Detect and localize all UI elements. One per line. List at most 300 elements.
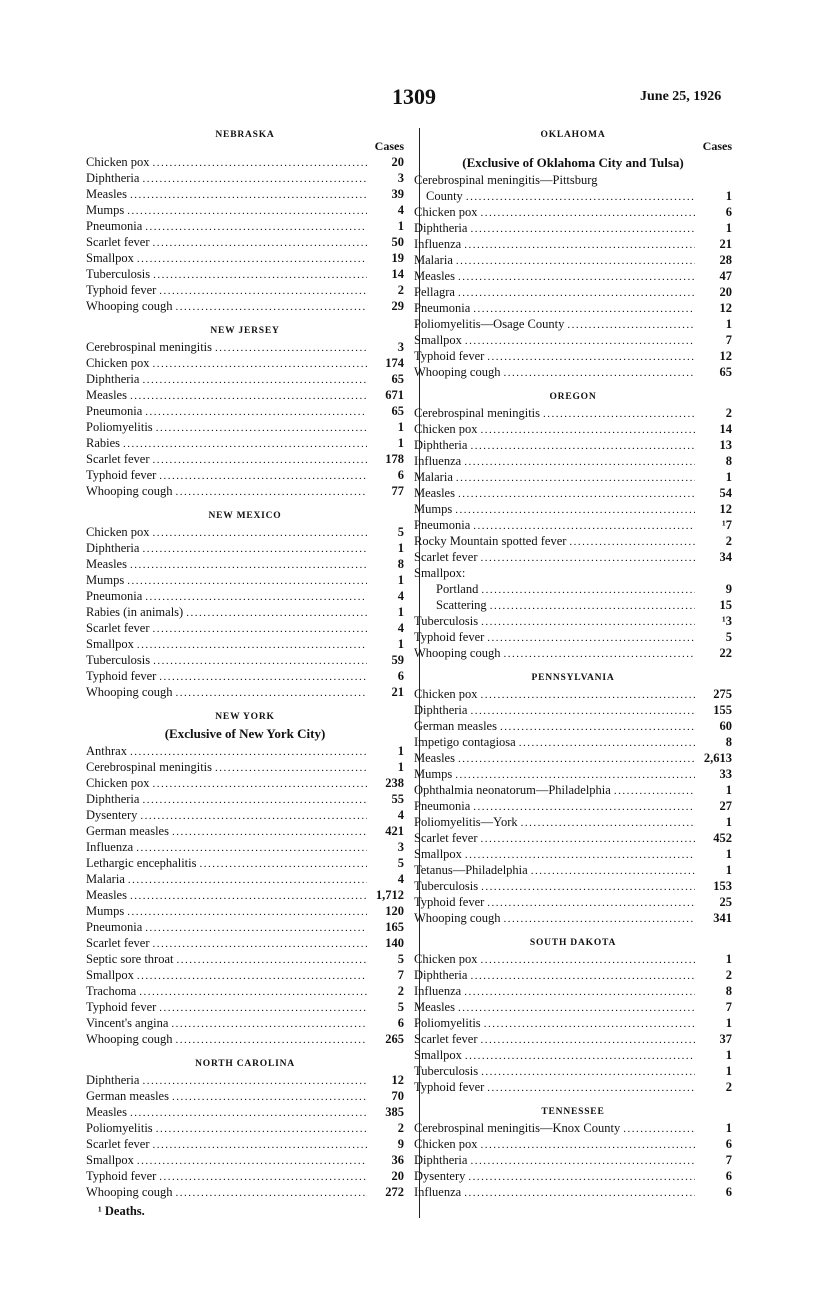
disease-label: Whooping cough — [86, 299, 173, 313]
dot-leader — [481, 1064, 695, 1080]
case-count: 1 — [397, 637, 404, 651]
case-count: 4 — [397, 621, 404, 635]
dot-leader — [153, 267, 367, 283]
section-new-jersey — [86, 324, 404, 499]
disease-label: Cerebrospinal meningitis — [86, 340, 213, 354]
case-count: 1 — [725, 815, 732, 829]
dot-leader — [458, 1000, 695, 1016]
table-row — [414, 1079, 732, 1095]
disease-label: Rabies — [86, 436, 121, 450]
disease-label: Cerebrospinal meningitis—Pittsburg — [414, 173, 598, 187]
disease-label: County — [426, 189, 463, 203]
case-count: 2 — [397, 283, 404, 297]
case-count: 1 — [397, 573, 404, 587]
dot-leader — [140, 808, 367, 824]
table-row — [86, 620, 404, 636]
case-count: 36 — [391, 1153, 404, 1167]
table-row — [86, 791, 404, 807]
table-row — [414, 348, 732, 364]
disease-label: Pneumonia — [414, 799, 471, 813]
disease-label: Pneumonia — [86, 219, 143, 233]
disease-label: Influenza — [86, 840, 134, 854]
case-count: 12 — [391, 1073, 404, 1087]
disease-label: Rabies (in animals) — [86, 605, 184, 619]
dot-leader — [503, 646, 695, 662]
case-count: 29 — [391, 299, 404, 313]
case-count: 272 — [385, 1185, 404, 1199]
table-row — [414, 894, 732, 910]
disease-label: Whooping cough — [414, 365, 501, 379]
dot-leader — [137, 1153, 367, 1169]
dot-leader — [473, 799, 695, 815]
table-row — [86, 951, 404, 967]
disease-label: Trachoma — [86, 984, 137, 998]
table-row — [86, 298, 404, 314]
case-count: 671 — [385, 388, 404, 402]
disease-label: Whooping cough — [86, 1185, 173, 1199]
table-row — [86, 1088, 404, 1104]
table-row — [414, 172, 732, 188]
disease-label: Chicken pox — [86, 356, 150, 370]
table-row — [414, 1063, 732, 1079]
dot-leader — [487, 349, 695, 365]
dot-leader — [623, 1121, 695, 1137]
case-count: 1,712 — [375, 888, 404, 902]
table-row — [414, 469, 732, 485]
table-row — [86, 999, 404, 1015]
dot-leader — [464, 1185, 695, 1201]
table-row — [414, 734, 732, 750]
dot-leader — [458, 486, 695, 502]
dot-leader — [200, 856, 368, 872]
case-count: 37 — [719, 1032, 732, 1046]
case-count: 4 — [397, 872, 404, 886]
disease-label: Measles — [86, 388, 127, 402]
dot-leader — [468, 1169, 695, 1185]
case-count: 5 — [397, 952, 404, 966]
case-count: 34 — [719, 550, 732, 564]
table-row — [86, 759, 404, 775]
case-count: 3 — [397, 840, 404, 854]
dot-leader — [156, 1121, 367, 1137]
case-count: 20 — [391, 1169, 404, 1183]
table-row — [86, 170, 404, 186]
case-count: 77 — [391, 484, 404, 498]
dot-leader — [487, 630, 695, 646]
table-row — [414, 983, 732, 999]
dot-leader — [136, 840, 367, 856]
table-row — [86, 1120, 404, 1136]
disease-label: Tuberculosis — [414, 879, 479, 893]
disease-label: Scarlet fever — [86, 936, 150, 950]
table-row — [414, 1168, 732, 1184]
dot-leader — [521, 815, 695, 831]
case-count: 4 — [397, 589, 404, 603]
disease-label: Typhoid fever — [414, 1080, 485, 1094]
dot-leader — [142, 1073, 367, 1089]
disease-label: Poliomyelitis — [86, 420, 153, 434]
disease-label: Tuberculosis — [414, 614, 479, 628]
section-subtitle: (Exclusive of Oklahoma City and Tulsa) — [462, 155, 684, 170]
case-count: 21 — [719, 237, 732, 251]
disease-label: Influenza — [414, 454, 462, 468]
disease-label: Rocky Mountain spotted fever — [414, 534, 567, 548]
dot-leader — [458, 269, 695, 285]
dot-leader — [175, 685, 367, 701]
table-row — [86, 919, 404, 935]
case-count: 120 — [385, 904, 404, 918]
case-count: 33 — [719, 767, 732, 781]
page-number: 1309 — [392, 84, 436, 109]
table-row — [414, 1120, 732, 1136]
disease-label: Chicken pox — [86, 525, 150, 539]
disease-label: Chicken pox — [414, 205, 478, 219]
dot-leader — [458, 285, 695, 301]
case-count: 1 — [397, 605, 404, 619]
dot-leader — [130, 557, 367, 573]
case-count: 1 — [725, 863, 732, 877]
table-row — [86, 234, 404, 250]
disease-label: Impetigo contagiosa — [414, 735, 516, 749]
dot-leader — [481, 952, 695, 968]
disease-label: Smallpox — [86, 968, 134, 982]
disease-label: Scarlet fever — [414, 550, 478, 564]
case-count: 14 — [391, 267, 404, 281]
disease-label: Poliomyelitis—York — [414, 815, 518, 829]
disease-label: Measles — [86, 1105, 127, 1119]
disease-label: German measles — [86, 824, 169, 838]
case-count: 5 — [397, 525, 404, 539]
table-row — [86, 339, 404, 355]
disease-label: Influenza — [414, 1185, 462, 1199]
disease-label: Pneumonia — [86, 589, 143, 603]
case-count: 20 — [719, 285, 732, 299]
case-count: 140 — [385, 936, 404, 950]
disease-label: Diphtheria — [414, 1153, 468, 1167]
disease-label: Diphtheria — [86, 541, 140, 555]
dot-leader — [137, 968, 367, 984]
dot-leader — [487, 1080, 695, 1096]
dot-leader — [175, 299, 367, 315]
table-row — [414, 1015, 732, 1031]
disease-label: Whooping cough — [86, 685, 173, 699]
dot-leader — [456, 470, 695, 486]
dot-leader — [455, 767, 695, 783]
disease-label: Scarlet fever — [86, 235, 150, 249]
table-row — [414, 702, 732, 718]
dot-leader — [130, 888, 367, 904]
disease-label: Smallpox — [86, 251, 134, 265]
case-count: 8 — [725, 735, 732, 749]
table-row — [414, 364, 732, 380]
table-row — [86, 1104, 404, 1120]
section-title: TENNESSEE — [541, 1107, 605, 1117]
table-row — [414, 517, 732, 533]
dot-leader — [153, 776, 367, 792]
table-row — [86, 355, 404, 371]
dot-leader — [481, 422, 695, 438]
dot-leader — [470, 1153, 695, 1169]
table-row — [414, 421, 732, 437]
disease-label: Tuberculosis — [86, 267, 151, 281]
disease-label: Cerebrospinal meningitis—Knox County — [414, 1121, 621, 1135]
section-nebraska — [86, 128, 404, 314]
dot-leader — [153, 1137, 367, 1153]
disease-label: Smallpox — [414, 847, 462, 861]
case-count: 178 — [385, 452, 404, 466]
dot-leader — [487, 895, 695, 911]
dot-leader — [159, 468, 367, 484]
case-count: 7 — [725, 1000, 732, 1014]
table-row — [414, 1152, 732, 1168]
disease-label: Measles — [414, 486, 455, 500]
case-count: 1 — [725, 470, 732, 484]
case-count: 1 — [725, 221, 732, 235]
table-row — [414, 236, 732, 252]
disease-label: Mumps — [414, 502, 453, 516]
disease-label: Whooping cough — [414, 646, 501, 660]
table-row — [86, 903, 404, 919]
case-count: 1 — [397, 760, 404, 774]
dot-leader — [145, 589, 367, 605]
table-row — [414, 999, 732, 1015]
dot-leader — [567, 317, 695, 333]
disease-label: Scarlet fever — [414, 831, 478, 845]
table-row — [414, 453, 732, 469]
table-row — [414, 1047, 732, 1063]
table-row — [414, 1184, 732, 1200]
table-row — [86, 1072, 404, 1088]
table-row — [414, 878, 732, 894]
table-row — [86, 435, 404, 451]
dot-leader — [186, 605, 367, 621]
dot-leader — [130, 388, 367, 404]
dot-leader — [159, 669, 367, 685]
table-row — [86, 451, 404, 467]
case-count: 25 — [719, 895, 732, 909]
disease-label: Poliomyelitis — [86, 1121, 153, 1135]
dot-leader — [175, 484, 367, 500]
disease-label: Diphtheria — [86, 792, 140, 806]
case-count: 1 — [725, 1064, 732, 1078]
table-row — [86, 371, 404, 387]
table-row — [86, 1136, 404, 1152]
section-title: NEW YORK — [215, 712, 275, 722]
table-row — [414, 645, 732, 661]
disease-label: Malaria — [414, 253, 453, 267]
disease-label: Scarlet fever — [86, 1137, 150, 1151]
case-count: 13 — [719, 438, 732, 452]
dot-leader — [614, 783, 695, 799]
dot-leader — [503, 911, 695, 927]
disease-label: Ophthalmia neonatorum—Philadelphia — [414, 783, 611, 797]
dot-leader — [175, 1185, 367, 1201]
table-row — [414, 766, 732, 782]
table-row — [86, 282, 404, 298]
case-count: 421 — [385, 824, 404, 838]
disease-label: Portland — [436, 582, 479, 596]
case-count: 12 — [719, 301, 732, 315]
dot-leader — [159, 283, 367, 299]
disease-label: Typhoid fever — [414, 630, 485, 644]
dot-leader — [153, 452, 367, 468]
table-row — [86, 1184, 404, 1200]
dot-leader — [142, 171, 367, 187]
dot-leader — [127, 573, 367, 589]
table-row — [414, 300, 732, 316]
table-row — [414, 846, 732, 862]
dot-leader — [172, 824, 367, 840]
disease-label: Tuberculosis — [86, 653, 151, 667]
disease-label: Pellagra — [414, 285, 455, 299]
case-count: 55 — [391, 792, 404, 806]
dot-leader — [456, 253, 695, 269]
case-count: 341 — [713, 911, 732, 925]
section-title: OREGON — [549, 392, 597, 402]
disease-label: Cerebrospinal meningitis — [414, 406, 541, 420]
case-count: 7 — [725, 333, 732, 347]
case-count: 153 — [713, 879, 732, 893]
case-count: ¹3 — [722, 614, 732, 628]
table-row — [86, 483, 404, 499]
table-row — [414, 597, 732, 613]
case-count: 238 — [385, 776, 404, 790]
dot-leader — [130, 744, 367, 760]
section-north-carolina — [86, 1057, 404, 1200]
case-count: 1 — [397, 420, 404, 434]
case-count: 21 — [391, 685, 404, 699]
case-count: 19 — [391, 251, 404, 265]
disease-label: Cerebrospinal meningitis — [86, 760, 213, 774]
case-count: 275 — [713, 687, 732, 701]
case-count: 47 — [719, 269, 732, 283]
disease-label: Chicken pox — [414, 422, 478, 436]
dot-leader — [137, 637, 367, 653]
case-count: 6 — [397, 669, 404, 683]
dot-leader — [481, 614, 695, 630]
dot-leader — [481, 687, 695, 703]
dot-leader — [153, 621, 367, 637]
table-row — [414, 782, 732, 798]
disease-label: Tetanus—Philadelphia — [414, 863, 528, 877]
section-oregon — [414, 390, 732, 661]
case-count: 5 — [397, 856, 404, 870]
case-count: 9 — [397, 1137, 404, 1151]
dot-leader — [142, 372, 367, 388]
table-row — [86, 935, 404, 951]
disease-label: Malaria — [414, 470, 453, 484]
dot-leader — [481, 1137, 695, 1153]
table-row — [86, 823, 404, 839]
case-count: 8 — [725, 454, 732, 468]
dot-leader — [458, 751, 695, 767]
dot-leader — [464, 237, 695, 253]
case-count: 385 — [385, 1105, 404, 1119]
dot-leader — [490, 598, 695, 614]
table-row — [86, 983, 404, 999]
case-count: 1 — [725, 1121, 732, 1135]
dot-leader — [531, 863, 695, 879]
disease-label: Typhoid fever — [86, 1000, 157, 1014]
disease-label: Measles — [86, 888, 127, 902]
disease-label: Measles — [414, 269, 455, 283]
dot-leader — [139, 984, 367, 1000]
case-count: 2 — [725, 968, 732, 982]
case-count: 6 — [725, 1137, 732, 1151]
disease-label: Measles — [86, 557, 127, 571]
table-row — [86, 1031, 404, 1047]
case-count: 1 — [397, 436, 404, 450]
disease-label: Lethargic encephalitis — [86, 856, 197, 870]
table-row — [414, 332, 732, 348]
case-count: 1 — [725, 1048, 732, 1062]
table-row — [414, 316, 732, 332]
table-row — [414, 830, 732, 846]
dot-leader — [473, 301, 695, 317]
disease-label: Chicken pox — [414, 952, 478, 966]
dot-leader — [130, 1105, 367, 1121]
dot-leader — [142, 541, 367, 557]
case-count: 28 — [719, 253, 732, 267]
disease-label: Mumps — [86, 573, 125, 587]
disease-label: Diphtheria — [414, 221, 468, 235]
case-count: 39 — [391, 187, 404, 201]
table-row — [414, 188, 732, 204]
table-row — [86, 419, 404, 435]
case-count: 1 — [725, 189, 732, 203]
table-row — [414, 405, 732, 421]
disease-label: Pneumonia — [414, 518, 471, 532]
dot-leader — [153, 235, 367, 251]
disease-label: Poliomyelitis — [414, 1016, 481, 1030]
table-row — [86, 403, 404, 419]
table-row — [414, 862, 732, 878]
disease-label: Smallpox — [414, 333, 462, 347]
dot-leader — [128, 872, 367, 888]
table-row — [414, 533, 732, 549]
dot-leader — [470, 438, 695, 454]
case-count: 2 — [725, 406, 732, 420]
table-row — [86, 839, 404, 855]
table-row — [86, 855, 404, 871]
case-count: 1 — [397, 744, 404, 758]
case-count: 1 — [725, 952, 732, 966]
disease-label: Chicken pox — [86, 776, 150, 790]
disease-label: Diphtheria — [86, 1073, 140, 1087]
dot-leader — [481, 879, 695, 895]
disease-label: Tuberculosis — [414, 1064, 479, 1078]
table-row — [86, 556, 404, 572]
case-count: 174 — [385, 356, 404, 370]
table-row — [86, 1015, 404, 1031]
table-row — [86, 524, 404, 540]
table-row — [86, 387, 404, 403]
case-count: 6 — [397, 468, 404, 482]
case-count: 7 — [725, 1153, 732, 1167]
dot-leader — [481, 582, 695, 598]
case-count: 2 — [725, 534, 732, 548]
case-count: 2 — [397, 1121, 404, 1135]
table-row — [86, 743, 404, 759]
dot-leader — [569, 534, 695, 550]
dot-leader — [484, 1016, 695, 1032]
disease-label: Typhoid fever — [86, 669, 157, 683]
table-row — [414, 613, 732, 629]
table-row — [86, 572, 404, 588]
table-row — [86, 807, 404, 823]
section-new-mexico — [86, 509, 404, 700]
disease-label: Smallpox — [414, 1048, 462, 1062]
